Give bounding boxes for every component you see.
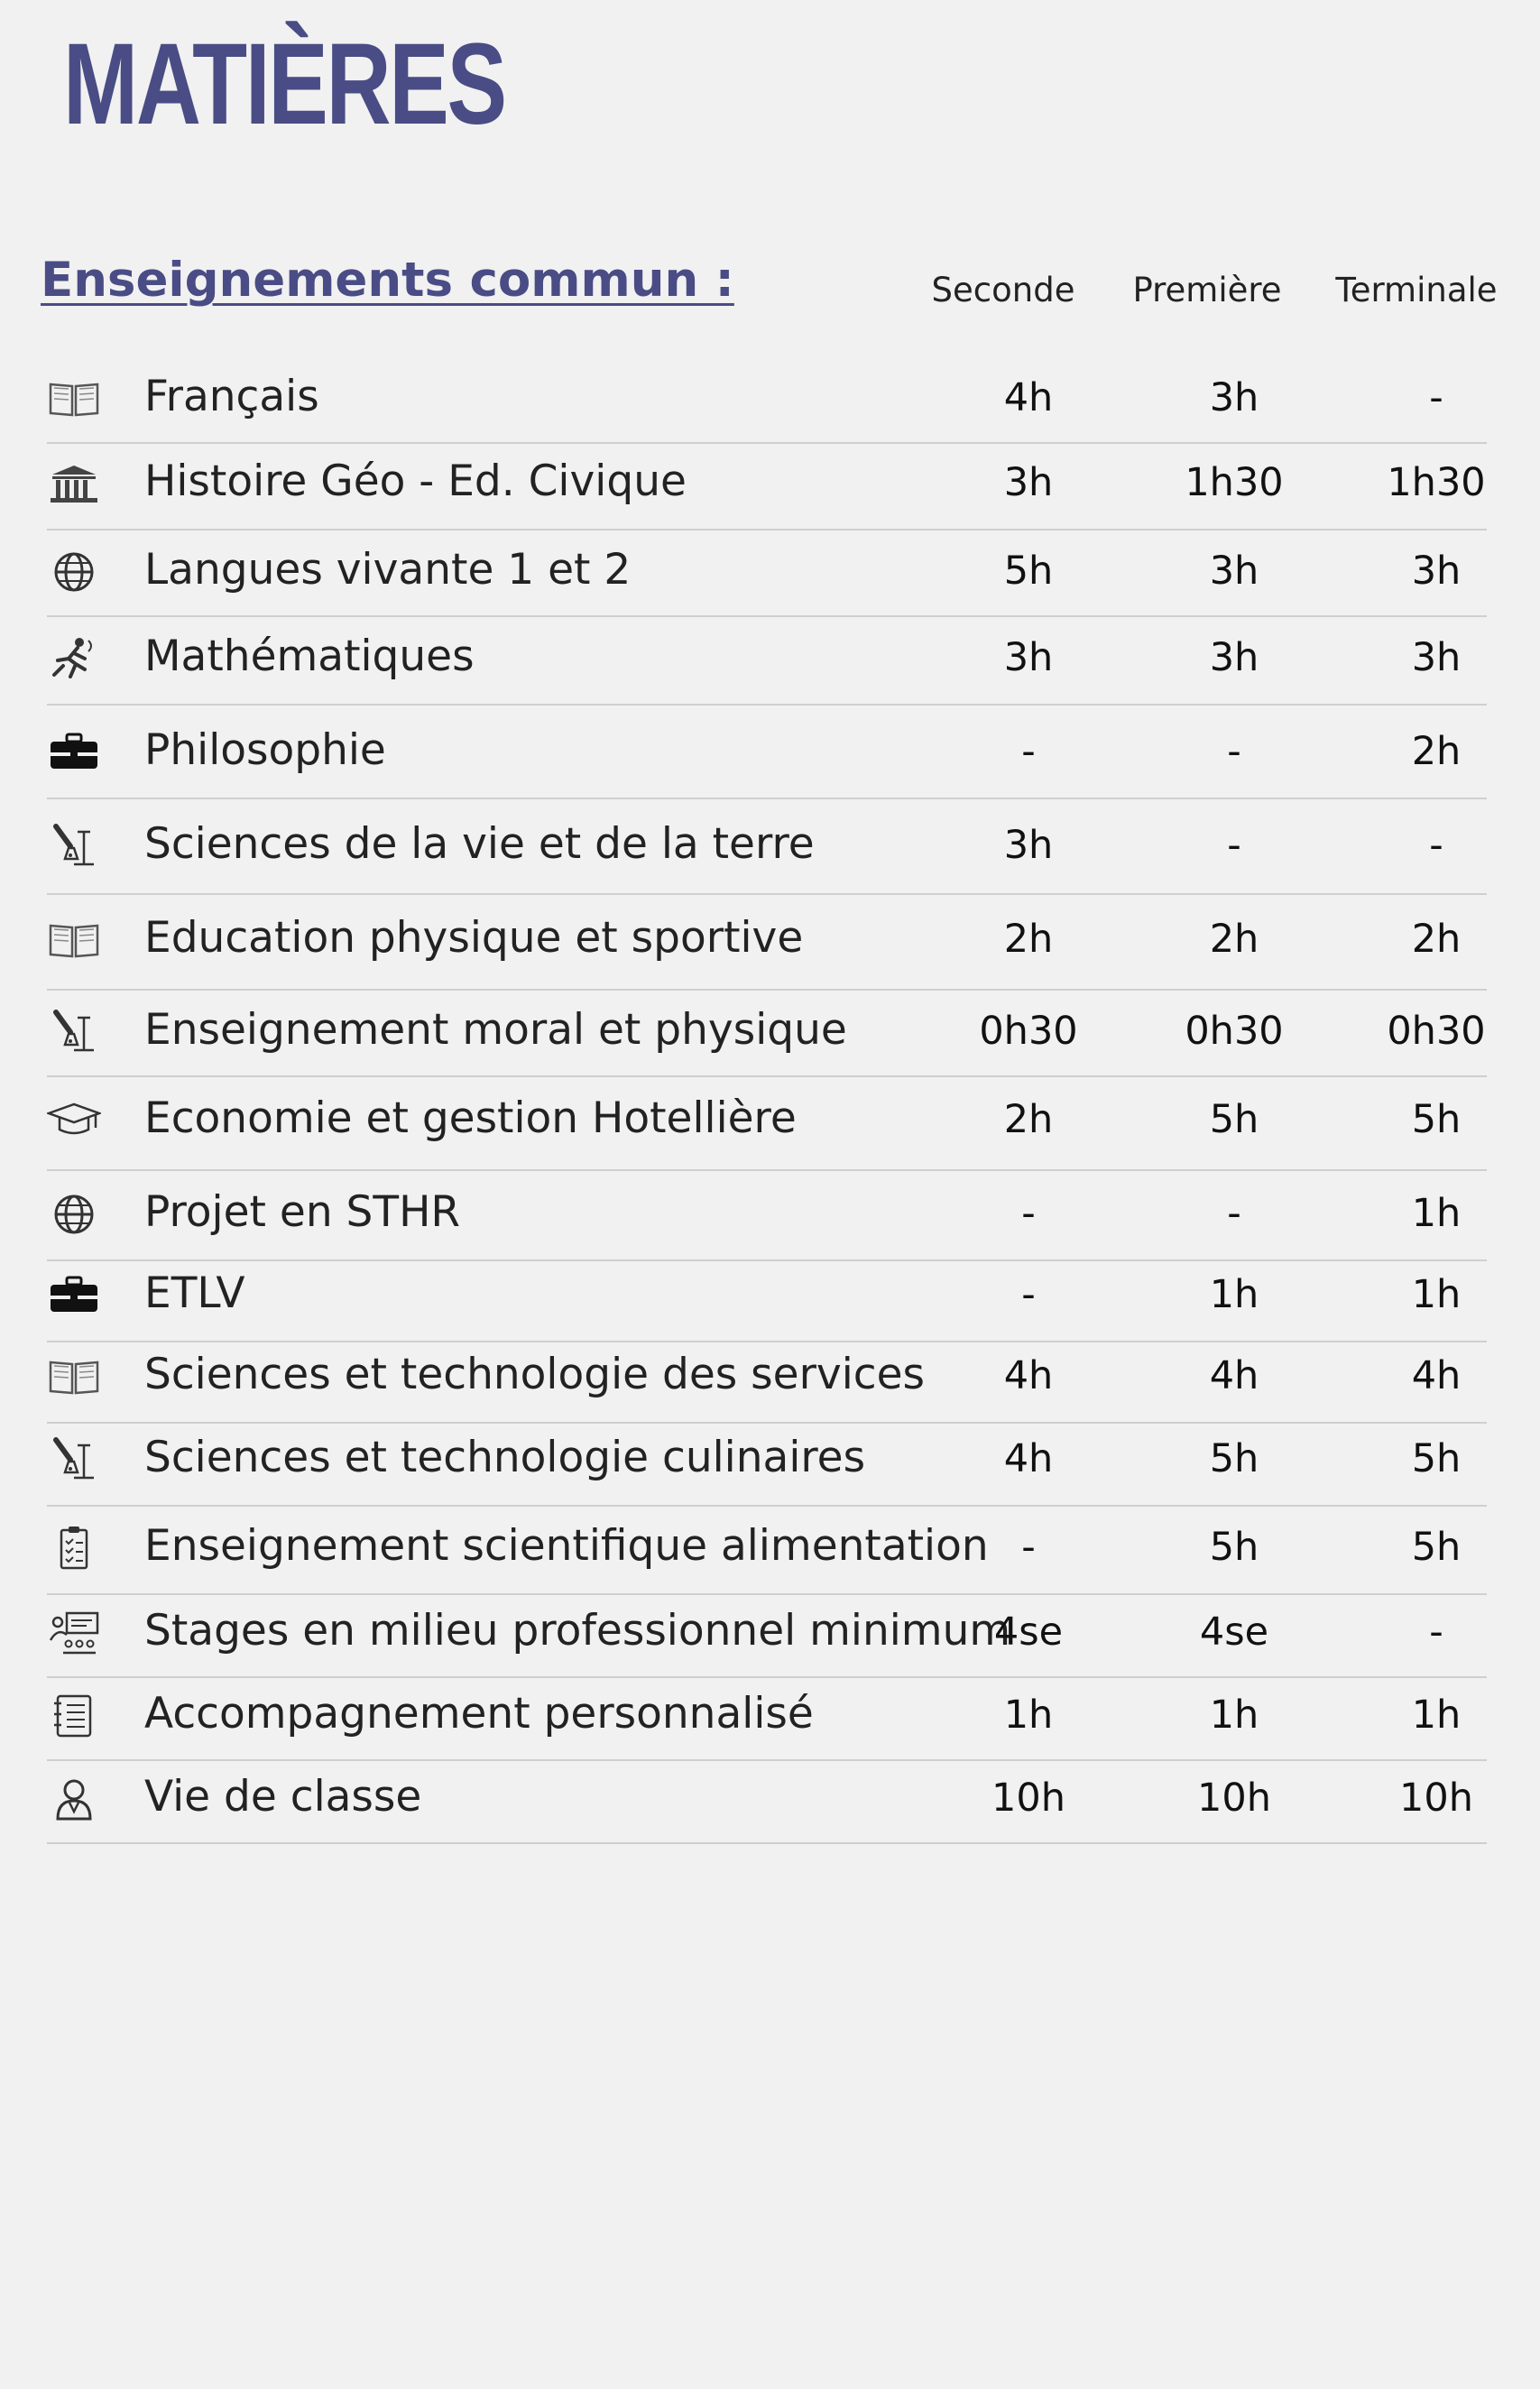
row-divider xyxy=(47,442,1487,444)
hours-terminale: - xyxy=(1429,1610,1443,1655)
hours-seconde: 5h xyxy=(1003,549,1054,594)
microscope-icon xyxy=(43,1434,105,1485)
row-divider xyxy=(47,704,1487,706)
hours-terminale: 10h xyxy=(1399,1776,1473,1821)
hours-terminale: 2h xyxy=(1411,917,1462,962)
hours-terminale: - xyxy=(1429,823,1443,868)
subject-label: Vie de classe xyxy=(144,1772,422,1822)
classroom-icon xyxy=(43,1608,105,1658)
checklist-icon xyxy=(43,1691,105,1741)
subject-label: Sciences et technologie des services xyxy=(144,1350,926,1399)
hours-seconde: - xyxy=(1021,1525,1036,1570)
book-icon xyxy=(43,374,105,424)
hours-premiere: 10h xyxy=(1197,1776,1271,1821)
subject-label: Sciences de la vie et de la terre xyxy=(144,819,815,869)
subject-label: Français xyxy=(144,372,319,421)
hours-seconde: 4h xyxy=(1003,375,1054,420)
subject-label: Langues vivante 1 et 2 xyxy=(144,545,632,595)
book-icon xyxy=(43,915,105,965)
hours-terminale: - xyxy=(1429,375,1443,420)
column-header-terminale: Terminale xyxy=(1335,271,1498,309)
row-divider xyxy=(47,1422,1487,1424)
briefcase-icon xyxy=(43,1270,105,1321)
subject-label: Philosophie xyxy=(144,725,386,775)
hours-seconde: 1h xyxy=(1003,1693,1054,1738)
hours-seconde: - xyxy=(1021,729,1036,774)
hours-terminale: 5h xyxy=(1411,1436,1462,1481)
person-icon xyxy=(43,1774,105,1824)
hours-terminale: 1h30 xyxy=(1387,460,1486,505)
subject-label: Stages en milieu professionnel minimum xyxy=(144,1606,1011,1656)
microscope-icon xyxy=(43,1007,105,1057)
hours-premiere: 5h xyxy=(1209,1525,1259,1570)
hours-terminale: 4h xyxy=(1411,1353,1462,1398)
hours-premiere: 3h xyxy=(1209,635,1259,680)
hours-premiere: 1h xyxy=(1209,1693,1259,1738)
hours-premiere: 5h xyxy=(1209,1436,1259,1481)
hours-premiere: 1h xyxy=(1209,1272,1259,1317)
section-title: Enseignements commun : xyxy=(41,253,734,308)
runner-icon xyxy=(43,633,105,684)
hours-terminale: 5h xyxy=(1411,1097,1462,1142)
row-divider xyxy=(47,1259,1487,1261)
microscope-icon xyxy=(43,821,105,872)
hours-seconde: 2h xyxy=(1003,917,1054,962)
row-divider xyxy=(47,1075,1487,1077)
hours-terminale: 1h xyxy=(1411,1272,1462,1317)
hours-premiere: - xyxy=(1227,1191,1241,1236)
column-header-premiere: Première xyxy=(1132,271,1282,309)
hours-premiere: 2h xyxy=(1209,917,1259,962)
subject-label: Education physique et sportive xyxy=(144,913,804,963)
row-divider xyxy=(47,798,1487,799)
hours-seconde: 10h xyxy=(991,1776,1065,1821)
hours-seconde: 4se xyxy=(993,1610,1064,1655)
row-divider xyxy=(47,1676,1487,1678)
row-divider xyxy=(47,1505,1487,1507)
subject-label: Histoire Géo - Ed. Civique xyxy=(144,457,687,506)
hours-premiere: - xyxy=(1227,729,1241,774)
hours-terminale: 1h xyxy=(1411,1191,1462,1236)
clipboard-icon xyxy=(43,1523,105,1573)
row-divider xyxy=(47,615,1487,617)
hours-seconde: 2h xyxy=(1003,1097,1054,1142)
hours-premiere: 1h30 xyxy=(1185,460,1284,505)
hours-terminale: 2h xyxy=(1411,729,1462,774)
hours-seconde: 3h xyxy=(1003,635,1054,680)
hours-premiere: 4se xyxy=(1199,1610,1269,1655)
hours-premiere: 4h xyxy=(1209,1353,1259,1398)
hours-premiere: 3h xyxy=(1209,375,1259,420)
hours-seconde: 4h xyxy=(1003,1353,1054,1398)
briefcase-icon xyxy=(43,727,105,778)
hours-seconde: 3h xyxy=(1003,460,1054,505)
graduation-cap-icon xyxy=(43,1095,105,1146)
hours-terminale: 3h xyxy=(1411,549,1462,594)
row-divider xyxy=(47,1759,1487,1761)
column-header-seconde: Seconde xyxy=(931,271,1075,309)
subject-label: Mathématiques xyxy=(144,632,475,681)
row-divider xyxy=(47,529,1487,530)
globe-icon xyxy=(43,1189,105,1240)
row-divider xyxy=(47,1593,1487,1595)
hours-terminale: 1h xyxy=(1411,1693,1462,1738)
subject-label: Sciences et technologie culinaires xyxy=(144,1433,866,1482)
hours-premiere: - xyxy=(1227,823,1241,868)
hours-premiere: 0h30 xyxy=(1185,1009,1284,1054)
row-divider xyxy=(47,1341,1487,1342)
subject-label: ETLV xyxy=(144,1268,245,1318)
row-divider xyxy=(47,1842,1487,1844)
hours-premiere: 5h xyxy=(1209,1097,1259,1142)
row-divider xyxy=(47,1169,1487,1171)
row-divider xyxy=(47,989,1487,991)
museum-icon xyxy=(43,458,105,509)
subject-label: Economie et gestion Hotellière xyxy=(144,1093,797,1143)
hours-seconde: 3h xyxy=(1003,823,1054,868)
book-icon xyxy=(43,1351,105,1402)
subject-label: Projet en STHR xyxy=(144,1187,461,1237)
hours-seconde: - xyxy=(1021,1191,1036,1236)
subject-label: Enseignement moral et physique xyxy=(144,1005,847,1055)
row-divider xyxy=(47,893,1487,895)
hours-terminale: 0h30 xyxy=(1387,1009,1486,1054)
hours-terminale: 5h xyxy=(1411,1525,1462,1570)
subject-label: Accompagnement personnalisé xyxy=(144,1689,814,1739)
hours-seconde: 4h xyxy=(1003,1436,1054,1481)
subject-label: Enseignement scientifique alimentation xyxy=(144,1521,989,1571)
hours-seconde: 0h30 xyxy=(979,1009,1078,1054)
hours-terminale: 3h xyxy=(1411,635,1462,680)
hours-seconde: - xyxy=(1021,1272,1036,1317)
globe-icon xyxy=(43,547,105,597)
hours-premiere: 3h xyxy=(1209,549,1259,594)
page-title: MATIÈRES xyxy=(63,20,505,149)
